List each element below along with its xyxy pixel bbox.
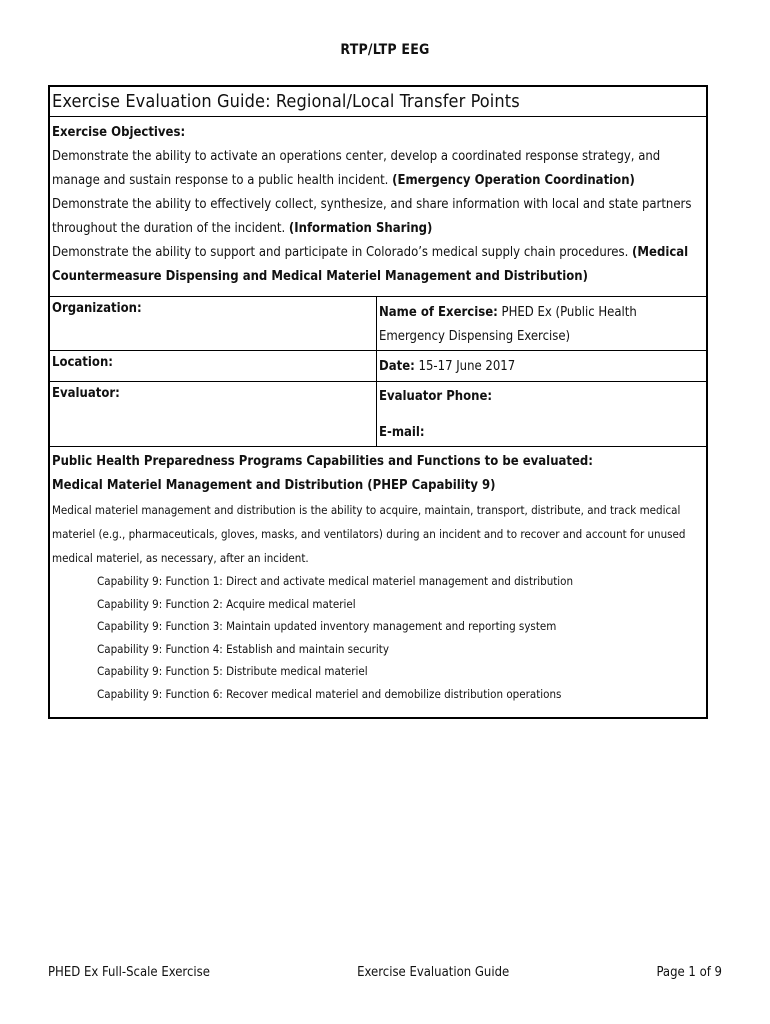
date-label: Date:	[379, 359, 415, 374]
evaluator-phone-field[interactable]: Evaluator Phone:	[379, 389, 493, 404]
capability-title: Medical Materiel Management and Distribution (PHEP Capability 9)	[52, 478, 496, 493]
page-header: RTP/LTP EEG	[340, 42, 430, 58]
objective-item: Demonstrate the ability to activate an operations center, develop a coordinated response strategy, and manage and sustain response to a public health incident. (Emergency Operation Coordination)	[52, 149, 661, 188]
organization-label: Organization:	[52, 301, 142, 316]
exercise-name-value: PHED Ex (Public Health Emergency Dispensing Exercise)	[379, 305, 637, 344]
exercise-objectives	[50, 117, 706, 297]
location-label: Location:	[52, 355, 113, 370]
evaluation-form	[48, 85, 708, 719]
function-list	[52, 570, 704, 705]
exercise-name-field[interactable]	[377, 297, 706, 350]
capabilities-heading: Public Health Preparedness Programs Capabilities and Functions to be evaluated:	[52, 454, 593, 469]
footer-left: PHED Ex Full-Scale Exercise	[48, 965, 210, 980]
footer-center: Exercise Evaluation Guide	[357, 965, 510, 980]
location-field[interactable]	[50, 351, 377, 381]
location-row	[50, 351, 706, 382]
capability-description: Medical materiel management and distribution is the ability to acquire, maintain, transport, distribute, and track medical materiel (e.g., pharmaceuticals, gloves, masks, and ventilators) during an incident and to recover and account for unused medical materiel, as necessary, after an incident.	[52, 503, 686, 565]
evaluator-label: Evaluator:	[52, 386, 120, 401]
date-field[interactable]	[377, 351, 706, 381]
capabilities-section	[50, 447, 706, 705]
objectives-heading: Exercise Objectives:	[52, 125, 186, 140]
page-footer	[48, 965, 722, 980]
exercise-name-label: Name of Exercise:	[379, 305, 498, 320]
function-item: Capability 9: Function 2: Acquire medical materiel	[97, 596, 356, 611]
footer-page-number: Page 1 of 9	[656, 965, 722, 980]
organization-field[interactable]	[50, 297, 377, 350]
function-item: Capability 9: Function 5: Distribute medical materiel	[97, 664, 368, 678]
form-title: Exercise Evaluation Guide: Regional/Local Transfer Points	[50, 87, 706, 117]
function-item: Capability 9: Function 1: Direct and activate medical materiel management and distribution	[97, 574, 574, 588]
date-value: 15-17 June 2017	[418, 359, 516, 374]
objective-item: Demonstrate the ability to support and participate in Colorado’s medical supply chain procedures. (Medical Countermeasure Dispensing and Medical Materiel Management and Distribution)	[52, 245, 689, 284]
function-item: Capability 9: Function 3: Maintain updated inventory management and reporting system	[97, 619, 557, 633]
email-field[interactable]: E-mail:	[379, 425, 425, 440]
evaluator-row	[50, 382, 706, 447]
objective-item: Demonstrate the ability to effectively collect, synthesize, and share information with local and state partners throughout the duration of the incident. (Information Sharing)	[52, 197, 692, 236]
evaluator-field[interactable]	[50, 382, 377, 446]
organization-row	[50, 297, 706, 351]
function-item: Capability 9: Function 4: Establish and maintain security	[97, 641, 389, 656]
evaluator-contact	[377, 382, 706, 446]
function-item: Capability 9: Function 6: Recover medical materiel and demobilize distribution operations	[97, 686, 562, 701]
